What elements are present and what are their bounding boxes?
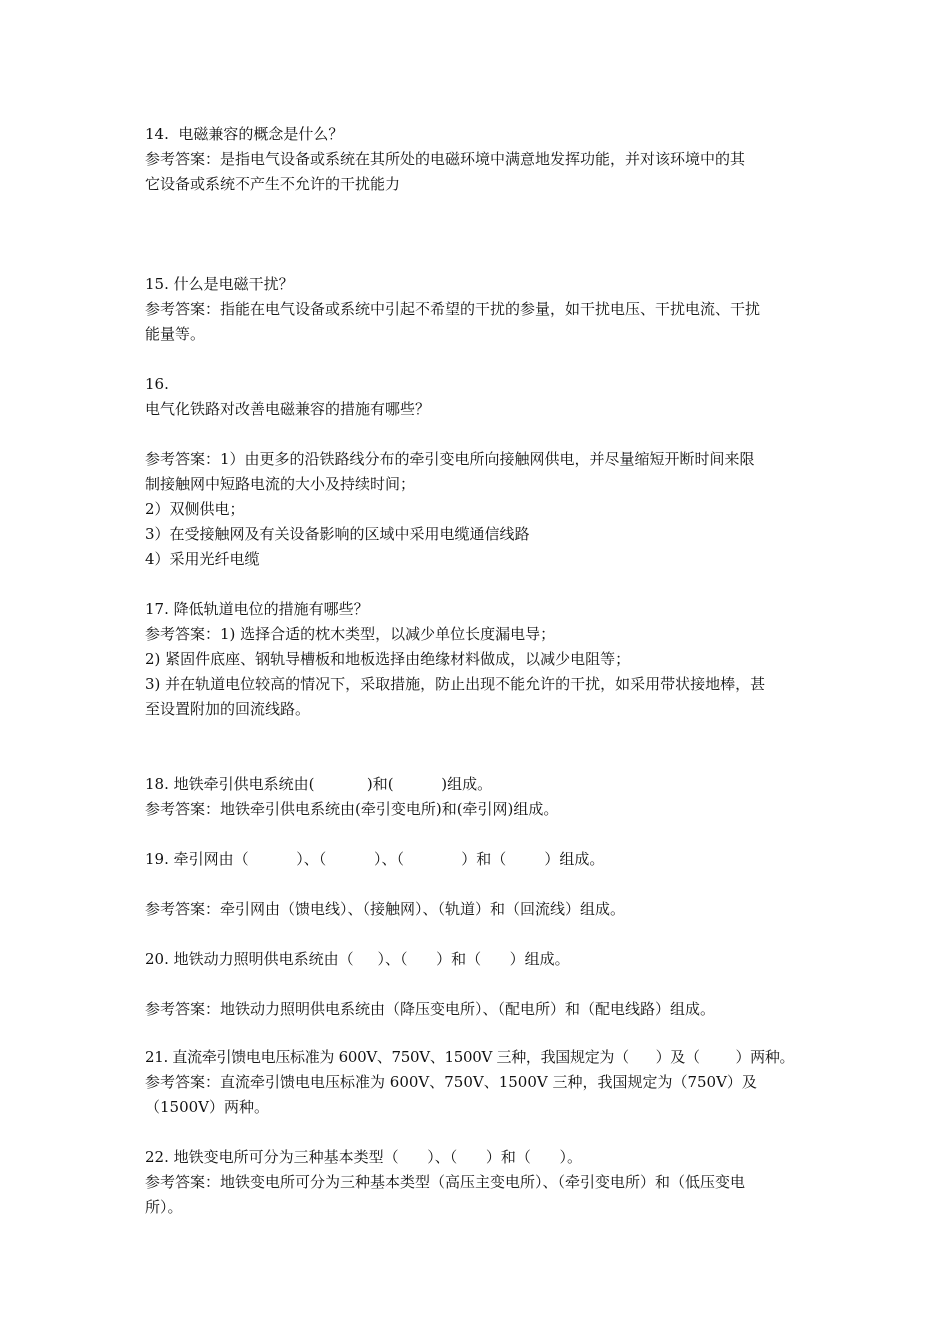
answer-17-line-1: 参考答案：1) 选择合适的枕木类型，以减少单位长度漏电导；: [145, 625, 556, 643]
answer-15-line-2: 能量等。: [145, 325, 206, 343]
question-20: 20. 地铁动力照明供电系统由（ ）、（ ）和（ ）组成。: [145, 950, 570, 968]
question-18: 18. 地铁牵引供电系统由( )和( )组成。: [145, 775, 493, 793]
question-14: 14. 电磁兼容的概念是什么？: [145, 125, 344, 143]
answer-16-line-2: 制接触网中短路电流的大小及持续时间；: [145, 475, 416, 493]
question-22: 22. 地铁变电所可分为三种基本类型（ ）、（ ）和（ ）。: [145, 1148, 582, 1166]
answer-19: 参考答案：牵引网由（馈电线）、（接触网）、（轨道）和（回流线）组成。: [145, 900, 626, 918]
answer-22-line-2: 所）。: [145, 1198, 183, 1216]
answer-17-line-3: 3) 并在轨道电位较高的情况下，采取措施，防止出现不能允许的干扰，如采用带状接地棒，甚: [145, 675, 766, 693]
question-17: 17. 降低轨道电位的措施有哪些？: [145, 600, 369, 618]
answer-16-line-3: 2）双侧供电；: [145, 500, 245, 518]
question-16-number: 16.: [145, 375, 169, 393]
answer-16-line-4: 3）在受接触网及有关设备影响的区域中采用电缆通信线路: [145, 525, 530, 543]
answer-21-line-1: 参考答案：直流牵引馈电电压标准为 600V、750V、1500V 三种，我国规定为（750V）及: [145, 1073, 757, 1091]
answer-17-line-2: 2) 紧固件底座、钢轨导槽板和地板选择由绝缘材料做成，以减少电阻等；: [145, 650, 631, 668]
answer-20: 参考答案：地铁动力照明供电系统由（降压变电所）、（配电所）和（配电线路）组成。: [145, 1000, 716, 1018]
answer-15-line-1: 参考答案：指能在电气设备或系统中引起不希望的干扰的参量，如干扰电压、干扰电流、干扰: [145, 300, 761, 318]
answer-16-line-1: 参考答案：1）由更多的沿铁路线分布的牵引变电所向接触网供电，并尽量缩短开断时间来限: [145, 450, 755, 468]
answer-17-line-4: 至设置附加的回流线路。: [145, 700, 311, 718]
answer-22-line-1: 参考答案：地铁变电所可分为三种基本类型（高压主变电所）、（牵引变电所）和（低压变电: [145, 1173, 746, 1191]
answer-16-line-5: 4）采用光纤电缆: [145, 550, 260, 568]
question-19: 19. 牵引网由（ ）、（ ）、（ ）和（ ）组成。: [145, 850, 605, 868]
question-15: 15. 什么是电磁干扰？: [145, 275, 294, 293]
answer-21-line-2: （1500V）两种。: [145, 1098, 270, 1116]
answer-14-line-1: 参考答案：是指电气设备或系统在其所处的电磁环境中满意地发挥功能，并对该环境中的其: [145, 150, 746, 168]
question-16: 电气化铁路对改善电磁兼容的措施有哪些？: [145, 400, 431, 418]
answer-14-line-2: 它设备或系统不产生不允许的干扰能力: [145, 175, 401, 193]
answer-18: 参考答案：地铁牵引供电系统由(牵引变电所)和(牵引网)组成。: [145, 800, 559, 818]
question-21: 21. 直流牵引馈电电压标准为 600V、750V、1500V 三种，我国规定为（ ）及（ ）两种。: [145, 1048, 795, 1066]
